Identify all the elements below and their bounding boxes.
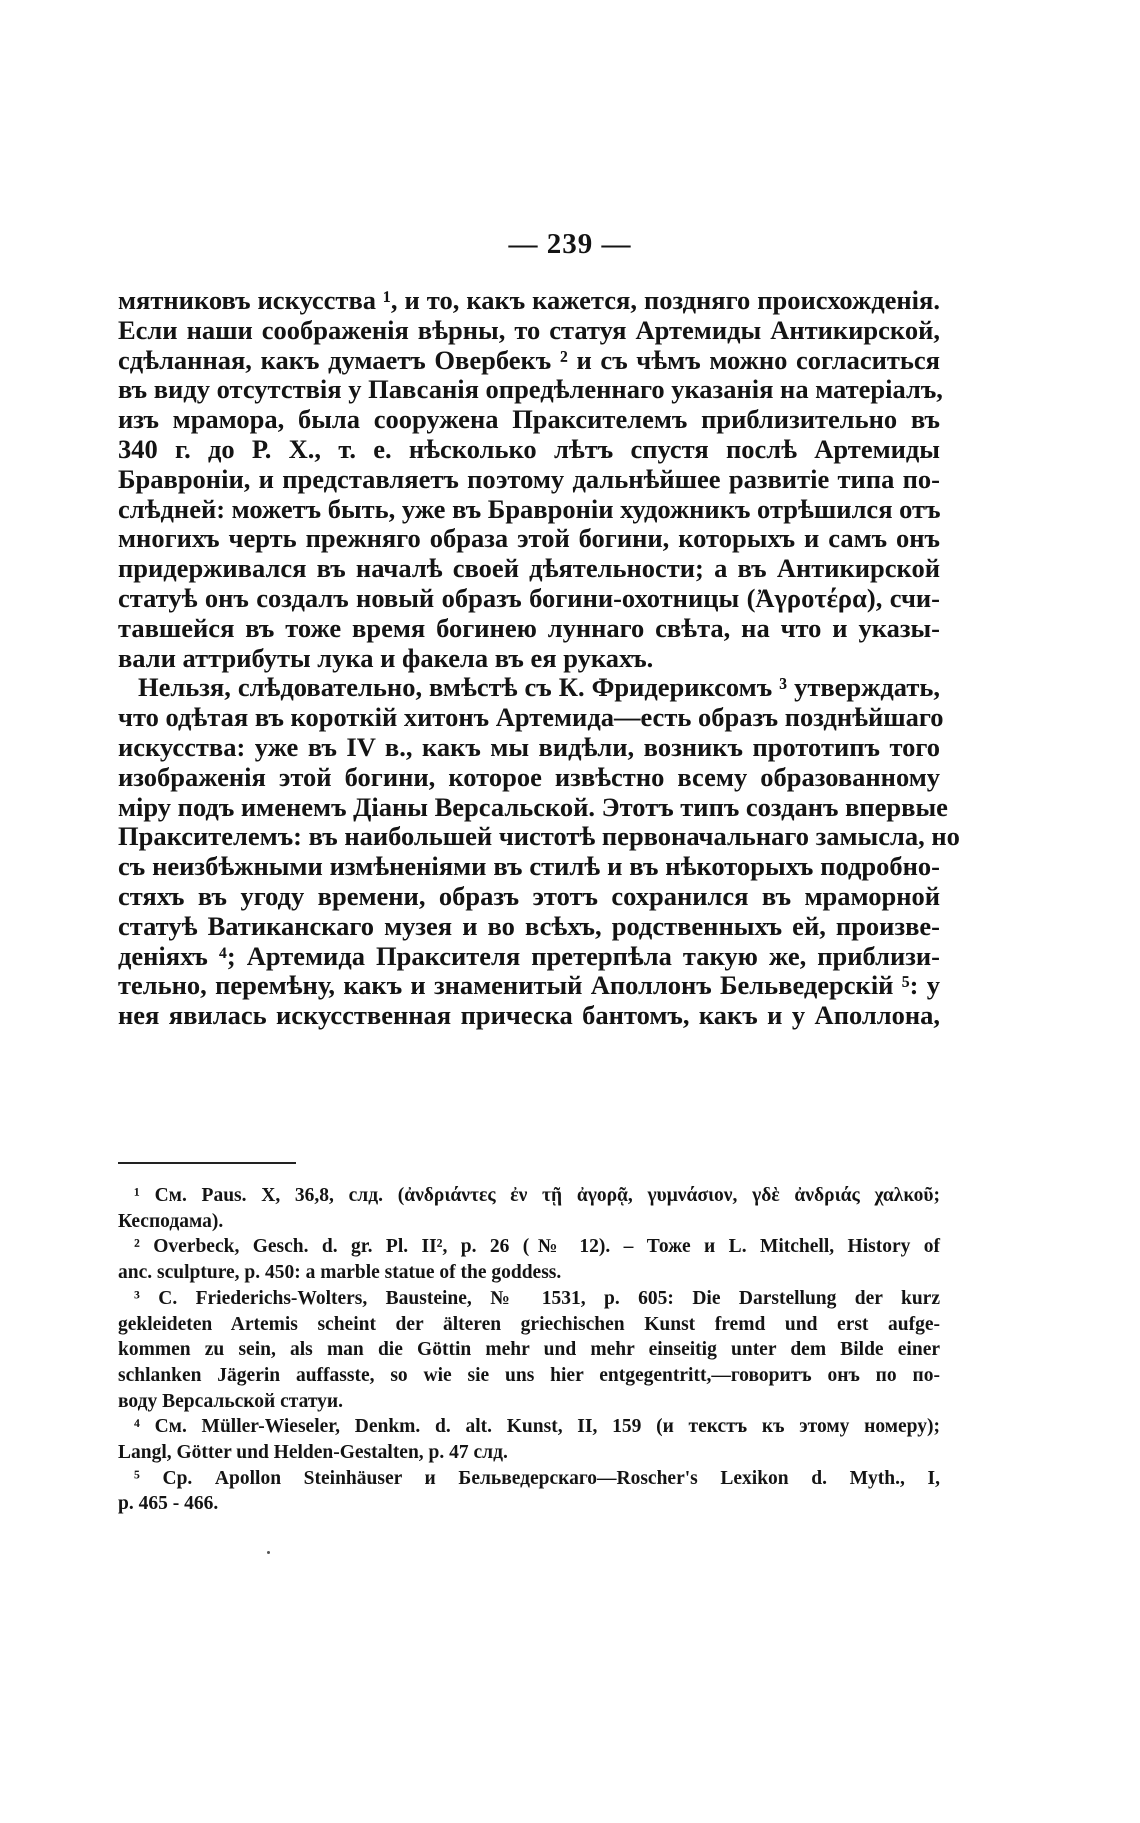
footnote-line: Кесподама). xyxy=(118,1210,224,1232)
text-line: статуѣ онъ создалъ новый образъ богини-охотницы (Ἀγροτέρα), счи- xyxy=(118,582,940,613)
footnote-line: ³ C. Friederichs-Wolters, Bausteine, № 1531, p. 605: Die Darstellung der kurz xyxy=(134,1287,940,1309)
footnote-line: Langl, Götter und Helden-Gestalten, p. 47 слд. xyxy=(118,1442,508,1464)
text-line: въ виду отсутствія у Павсанія опредѣленнаго указанія на матеріалъ, xyxy=(118,374,943,405)
print-speck xyxy=(267,1551,270,1554)
main-text xyxy=(118,285,960,1031)
text-line: что одѣтая въ короткій хитонъ Артемида—есть образъ позднѣйшаго xyxy=(118,702,944,733)
text-line: съ неизбѣжными измѣненіями въ стилѣ и въ нѣкоторыхъ подробно- xyxy=(118,851,940,882)
text-line: придерживался въ началѣ своей дѣятельности; а въ Антикирской xyxy=(118,553,940,584)
footnote-line: schlanken Jägerin auffasste, so wie sie uns hier entgegentritt,—говоритъ онъ по по- xyxy=(118,1364,940,1386)
text-line: стяхъ въ угоду времени, образъ этотъ сохранился въ мраморной xyxy=(118,880,940,911)
text-line: изображенія этой богини, которое извѣстно всему образованному xyxy=(118,761,940,792)
text-line: искусства: уже въ IV в., какъ мы видѣли, возникъ прототипъ того xyxy=(118,731,940,762)
footnote-line: ² Overbeck, Gesch. d. gr. Pl. II², p. 26 (№ 12). – Тоже и L. Mitchell, History of xyxy=(134,1236,940,1258)
text-line: тельно, перемѣну, какъ и знаменитый Аполлонъ Бельведерскій ⁵: у xyxy=(118,970,940,1001)
text-line: мятниковъ искусства ¹, и то, какъ кажется, поздняго происхожденія. xyxy=(118,285,940,315)
footnote-line: воду Версальской статуи. xyxy=(118,1390,344,1412)
text-line: статуѣ Ватиканскаго музея и во всѣхъ, родственныхъ ей, произве- xyxy=(118,910,940,941)
text-line: міру подъ именемъ Діаны Версальской. Этотъ типъ созданъ впервые xyxy=(118,791,948,822)
footnote-line: ⁴ См. Müller-Wieseler, Denkm. d. alt. Kunst, II, 159 (и текстъ къ этому номеру); xyxy=(134,1416,940,1438)
footnote-line: ⁵ Ср. Apollon Steinhäuser и Бельведерскаго—Roscher's Lexikon d. Myth., I, xyxy=(134,1467,940,1489)
text-line: нея явилась искусственная прическа бантомъ, какъ и у Аполлона, xyxy=(118,1000,940,1031)
footnote-separator xyxy=(118,1162,296,1164)
text-line: Если наши соображенія вѣрны, то статуя Артемиды Антикирской, xyxy=(118,314,940,345)
text-line: тавшейся въ тоже время богинею луннаго свѣта, на что и указы- xyxy=(118,612,940,643)
footnote-line: kommen zu sein, als man die Göttin mehr und mehr einseitig unter dem Bilde einer xyxy=(118,1339,940,1361)
footnote-line: gekleideten Artemis scheint der älteren griechischen Kunst fremd und erst aufge- xyxy=(118,1313,940,1335)
footnote-line: ¹ См. Paus. X, 36,8, слд. (ἀνδριάντες ἐν τῇ ἀγορᾷ, γυμνάσιον, γδὲ ἀνδριάς χαλκοῦ; xyxy=(134,1185,940,1206)
text-line: изъ мрамора, была сооружена Праксителемъ приблизительно въ xyxy=(118,404,940,435)
footnotes xyxy=(118,1183,940,1517)
footnote-line: p. 465 - 466. xyxy=(118,1493,219,1515)
text-line: сдѣланная, какъ думаетъ Овербекъ ² и съ чѣмъ можно согласиться xyxy=(118,344,940,375)
text-line: Бравроніи, и представляетъ поэтому дальнѣйшее развитіе типа по- xyxy=(118,463,940,494)
page-number: — 239 — xyxy=(508,228,632,260)
text-line: деніяхъ ⁴; Артемида Праксителя претерпѣла такую же, приблизи- xyxy=(118,940,940,971)
footnote-line: anc. sculpture, p. 450: a marble statue of the goddess. xyxy=(118,1262,562,1284)
text-line: многихъ черть прежняго образа этой богини, которыхъ и самъ онъ xyxy=(118,523,940,554)
text-line: вали аттрибуты лука и факела въ ея рукахъ. xyxy=(118,642,654,673)
text-line: 340 г. до Р. Х., т. е. нѣсколько лѣтъ спустя послѣ Артемиды xyxy=(118,433,940,464)
text-line: Нельзя, слѣдовательно, вмѣстѣ съ К. Фридериксомъ ³ утверждать, xyxy=(138,672,940,703)
text-line: слѣдней: можетъ быть, уже въ Бравроніи художникъ отрѣшился отъ xyxy=(118,493,941,524)
text-line: Праксителемъ: въ наибольшей чистотѣ первоначальнаго замысла, но xyxy=(118,821,960,852)
